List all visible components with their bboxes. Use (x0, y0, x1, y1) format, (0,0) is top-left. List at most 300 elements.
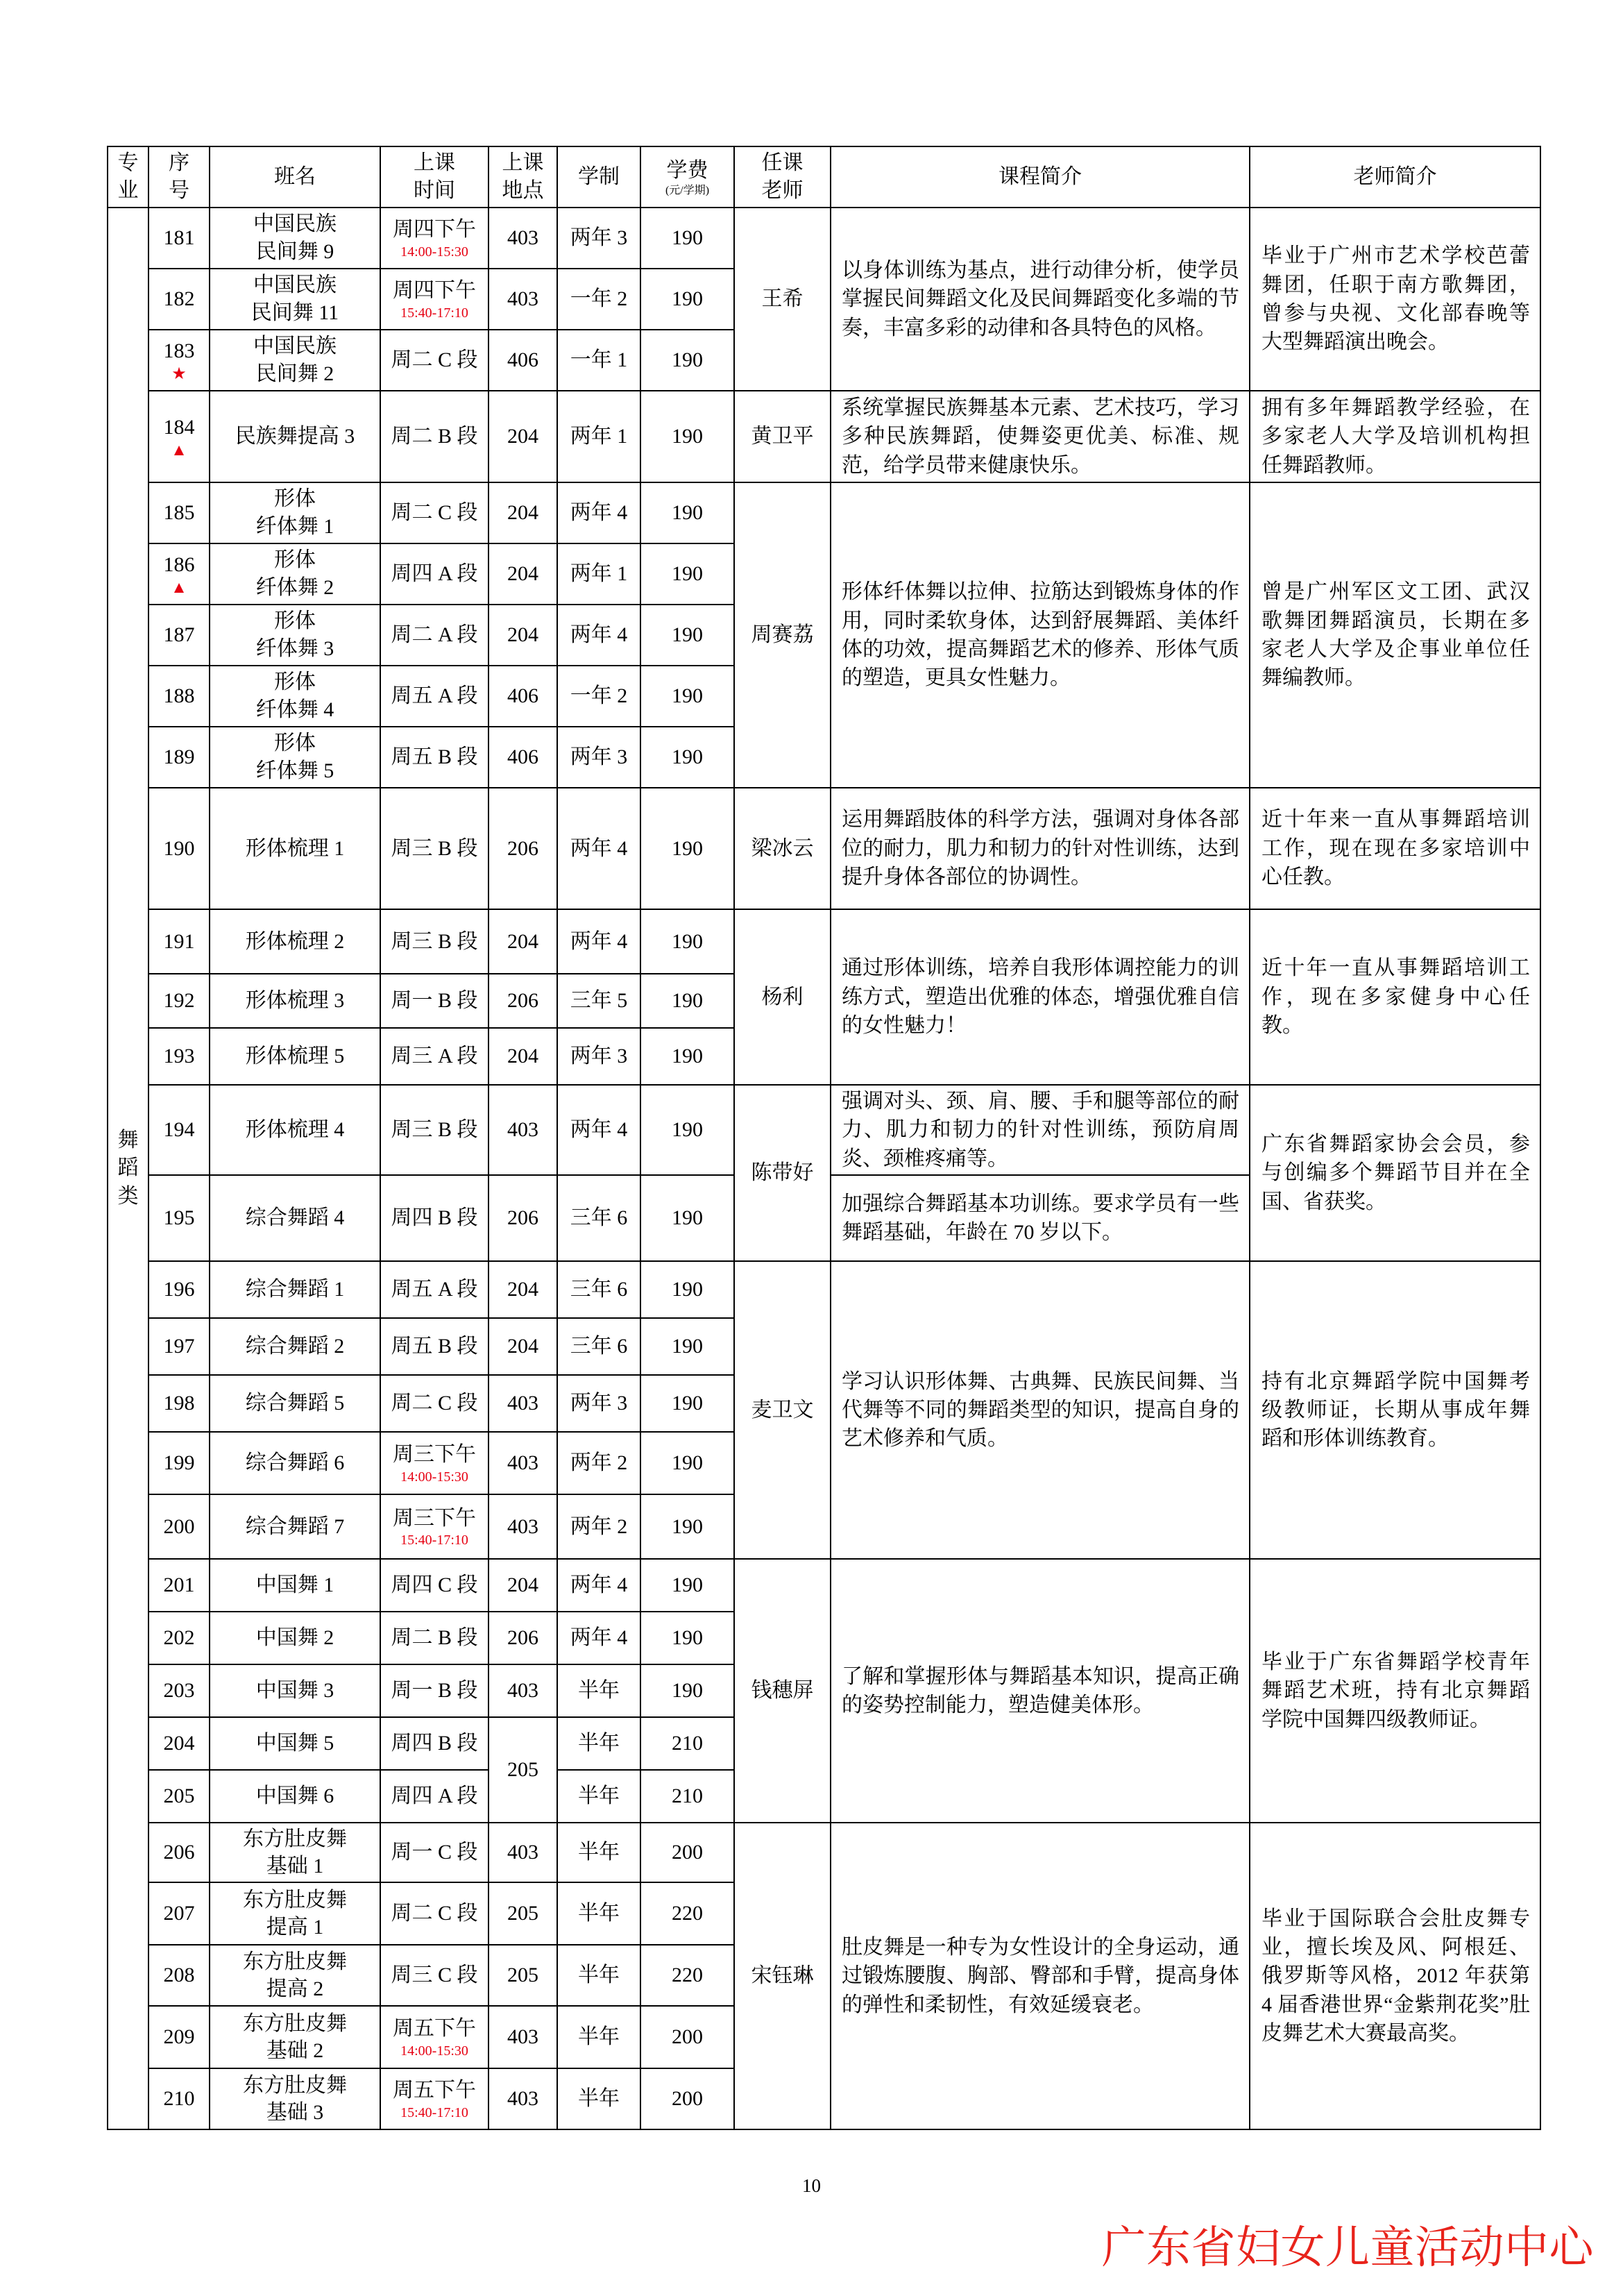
location: 204 (507, 425, 538, 448)
location-cell (488, 2068, 557, 2129)
location-cell (488, 1823, 557, 1882)
class-number: 196 (163, 1278, 195, 1301)
class-time: 周五 B 段 (391, 745, 478, 769)
fee-cell (640, 974, 734, 1028)
teacher-intro: 近十年来一直从事舞蹈培训工作，现在现在多家培训中心任教。 (1261, 808, 1530, 889)
class-name-line: 形体 (274, 487, 316, 511)
fee-cell (640, 1085, 734, 1175)
header-fee-label: 学费 (666, 158, 708, 182)
location-cell (488, 1559, 557, 1612)
class-time-cell (380, 1175, 488, 1261)
table-row (108, 482, 1540, 543)
duration-cell (557, 1085, 640, 1175)
duration-cell (557, 269, 640, 330)
class-name-cell (210, 1175, 380, 1261)
class-time: 周三下午 (393, 1443, 476, 1467)
course-intro-cell (831, 482, 1250, 788)
class-name-line: 提高 2 (266, 1977, 324, 2001)
fee: 190 (672, 1206, 703, 1230)
course-intro: 加强综合舞蹈基本功训练。要求学员有一些舞蹈基础，年龄在 70 岁以下。 (842, 1192, 1239, 1244)
fee: 190 (672, 1392, 703, 1415)
duration: 三年 6 (570, 1335, 628, 1358)
location-cell (488, 1945, 557, 2006)
teacher-intro-cell (1250, 788, 1540, 909)
fee-cell (640, 2006, 734, 2068)
location-cell (488, 1612, 557, 1664)
class-time-range: 15:40-17:10 (400, 2104, 468, 2120)
class-time-cell (380, 727, 488, 788)
location-cell (488, 666, 557, 727)
course-intro-cell (831, 1559, 1250, 1823)
class-number-cell (148, 1882, 210, 1945)
footer-organization-name: 广东省妇女儿童活动中心 (1101, 2222, 1594, 2274)
header-teacher-intro-label: 老师简介 (1353, 165, 1437, 189)
course-intro: 学习认识形体舞、古典舞、民族民间舞、当代舞等不同的舞蹈类型的知识，提高自身的艺术修养和气质。 (842, 1369, 1239, 1451)
class-time: 周五下午 (393, 2079, 476, 2102)
class-time: 周二 A 段 (391, 623, 478, 647)
class-number-cell (148, 1028, 210, 1085)
class-number: 186 (163, 553, 195, 576)
duration: 三年 6 (570, 1278, 628, 1301)
fee: 220 (672, 1964, 703, 1987)
location-cell (488, 909, 557, 974)
class-time-cell (380, 391, 488, 482)
class-name-cell (210, 1823, 380, 1882)
location: 403 (507, 287, 538, 311)
course-intro-cell (831, 1085, 1250, 1175)
class-time-range: 14:00-15:30 (400, 2043, 468, 2059)
class-time-cell (380, 208, 488, 269)
duration-cell (557, 1028, 640, 1085)
class-time-cell (380, 1664, 488, 1717)
class-time-cell (380, 543, 488, 605)
class-name-cell (210, 1559, 380, 1612)
class-name-cell (210, 543, 380, 605)
location-cell (488, 1432, 557, 1494)
fee: 190 (672, 1278, 703, 1301)
location-cell (488, 1882, 557, 1945)
class-name-cell (210, 1085, 380, 1175)
teacher-intro: 毕业于广东省舞蹈学校青年舞蹈艺术班，持有北京舞蹈学院中国舞四级教师证。 (1261, 1651, 1530, 1731)
page-number: 10 (802, 2175, 821, 2196)
class-name-line: 形体 (274, 670, 316, 694)
fee: 190 (672, 348, 703, 372)
teacher-intro: 持有北京舞蹈学院中国舞考级教师证，长期从事成年舞蹈和形体训练教育。 (1261, 1369, 1530, 1451)
class-name-cell (210, 1028, 380, 1085)
class-time: 周二 C 段 (391, 1902, 478, 1925)
duration: 半年 (578, 1841, 620, 1864)
duration: 两年 1 (570, 425, 628, 448)
class-number-cell (148, 269, 210, 330)
teacher-intro: 毕业于广州市艺术学校芭蕾舞团，任职于南方歌舞团，曾参与央视、文化部春晚等大型舞蹈演出晚会。 (1261, 244, 1530, 354)
class-name-line: 纤体舞 2 (255, 576, 334, 599)
course-intro-cell (831, 208, 1250, 391)
location-cell (488, 1175, 557, 1261)
header-time (380, 146, 488, 208)
header-course-intro (831, 146, 1250, 208)
header-class-name-label: 班名 (274, 165, 316, 189)
class-number: 206 (163, 1841, 195, 1864)
class-number-cell (148, 666, 210, 727)
location-cell (488, 2006, 557, 2068)
class-number-cell (148, 391, 210, 482)
class-name-cell (210, 2068, 380, 2129)
duration-cell (557, 1432, 640, 1494)
class-time-cell (380, 1559, 488, 1612)
duration: 半年 (578, 1784, 620, 1808)
class-number-cell (148, 1559, 210, 1612)
class-time: 周三 C 段 (391, 1964, 478, 1987)
location: 403 (507, 1841, 538, 1864)
class-name-cell (210, 391, 380, 482)
class-number-cell (148, 1494, 210, 1559)
class-name-line: 形体 (274, 732, 316, 755)
class-number: 199 (163, 1451, 195, 1475)
class-time-range: 15:40-17:10 (400, 1533, 468, 1548)
course-intro-cell (831, 909, 1250, 1085)
class-name-line: 纤体舞 3 (255, 637, 334, 660)
class-time: 周三 B 段 (391, 929, 478, 953)
fee-cell (640, 666, 734, 727)
class-name-cell (210, 666, 380, 727)
fee-cell (640, 330, 734, 391)
header-location (488, 146, 557, 208)
duration: 半年 (578, 1732, 620, 1755)
fee: 190 (672, 1451, 703, 1475)
class-number: 182 (163, 287, 195, 311)
class-name-line: 形体 (274, 548, 316, 572)
class-time: 周四 C 段 (391, 1573, 478, 1597)
location-cell (488, 727, 557, 788)
class-name-line: 综合舞蹈 1 (245, 1278, 345, 1301)
fee-cell (640, 1559, 734, 1612)
fee-cell (640, 1882, 734, 1945)
class-name-line: 综合舞蹈 5 (245, 1392, 345, 1415)
location-cell (488, 1085, 557, 1175)
class-time-cell (380, 1823, 488, 1882)
class-name-cell (210, 1261, 380, 1318)
fee-cell (640, 1494, 734, 1559)
teacher-intro: 毕业于国际联合会肚皮舞专业，擅长埃及风、阿根廷、俄罗斯等风格，2012 年获第 4 届香港世界“金紫荆花奖”肚皮舞艺术大赛最高奖。 (1261, 1907, 1530, 2045)
class-time: 周四 A 段 (391, 562, 478, 586)
class-time-cell (380, 2068, 488, 2129)
duration-cell (557, 605, 640, 666)
class-time: 周二 B 段 (391, 425, 478, 448)
class-name-line: 中国民族 (253, 273, 337, 297)
triangle-icon: ▲ (171, 578, 187, 597)
class-time-cell (380, 1945, 488, 2006)
duration-cell (557, 208, 640, 269)
duration: 两年 4 (570, 1573, 628, 1597)
class-number: 192 (163, 989, 195, 1013)
duration-cell (557, 2068, 640, 2129)
fee: 190 (672, 1679, 703, 1703)
class-number: 188 (163, 684, 195, 708)
fee-cell (640, 1717, 734, 1770)
class-number: 193 (163, 1045, 195, 1068)
header-course-intro-label: 课程简介 (999, 165, 1082, 189)
class-number-cell (148, 727, 210, 788)
fee-cell (640, 1945, 734, 2006)
table-row (108, 1085, 1540, 1175)
category-label: 舞蹈类 (117, 1128, 139, 1208)
duration: 两年 3 (570, 1045, 628, 1068)
duration: 一年 1 (570, 348, 628, 372)
duration: 两年 3 (570, 226, 628, 250)
class-name-line: 中国舞 3 (255, 1679, 334, 1703)
duration-cell (557, 1945, 640, 2006)
duration-cell (557, 666, 640, 727)
location-cell (488, 1375, 557, 1432)
fee: 190 (672, 1573, 703, 1597)
class-name-line: 基础 1 (266, 1855, 324, 1878)
table-row (108, 1823, 1540, 1882)
teacher-name: 宋钰琳 (751, 1964, 814, 1988)
class-time: 周五下午 (393, 2017, 476, 2041)
class-number: 209 (163, 2025, 195, 2049)
class-time-cell (380, 1318, 488, 1375)
fee-cell (640, 605, 734, 666)
teacher-name: 杨利 (761, 985, 804, 1008)
class-number: 190 (163, 836, 195, 860)
fee: 190 (672, 623, 703, 647)
class-number-cell (148, 909, 210, 974)
class-number: 201 (163, 1573, 195, 1597)
duration: 半年 (578, 2087, 620, 2111)
class-number: 205 (163, 1784, 195, 1808)
class-number-cell (148, 1945, 210, 2006)
class-number-cell (148, 788, 210, 909)
class-name-line: 形体梳理 2 (245, 929, 345, 953)
header-class-name (210, 146, 380, 208)
fee: 200 (672, 2025, 703, 2049)
duration: 一年 2 (570, 684, 628, 708)
location-cell (488, 482, 557, 543)
fee-cell (640, 1028, 734, 1085)
location: 204 (507, 562, 538, 586)
fee-cell (640, 1175, 734, 1261)
class-number: 197 (163, 1335, 195, 1358)
location: 204 (507, 929, 538, 953)
class-time-range: 15:40-17:10 (400, 305, 468, 321)
course-schedule-table (107, 146, 1541, 2130)
class-number-cell (148, 605, 210, 666)
course-intro-cell (831, 1175, 1250, 1261)
fee-cell (640, 1823, 734, 1882)
category-cell (108, 208, 148, 2129)
fee-cell (640, 2068, 734, 2129)
class-time: 周二 C 段 (391, 501, 478, 525)
class-number-cell (148, 1175, 210, 1261)
class-name-line: 东方肚皮舞 (243, 1950, 347, 1973)
class-name-line: 纤体舞 4 (255, 698, 334, 721)
duration: 两年 1 (570, 562, 628, 586)
class-name-line: 综合舞蹈 6 (245, 1451, 345, 1475)
header-teacher-intro (1250, 146, 1540, 208)
class-number-cell (148, 1717, 210, 1770)
fee-cell (640, 543, 734, 605)
location: 205 (507, 1902, 538, 1925)
fee: 220 (672, 1902, 703, 1925)
duration: 两年 4 (570, 836, 628, 860)
fee-cell (640, 1375, 734, 1432)
fee: 190 (672, 562, 703, 586)
location: 206 (507, 836, 538, 860)
fee: 190 (672, 684, 703, 708)
class-name-line: 纤体舞 5 (255, 759, 334, 782)
class-time: 周二 C 段 (391, 348, 478, 372)
fee-cell (640, 208, 734, 269)
fee-cell (640, 909, 734, 974)
location: 403 (507, 1118, 538, 1142)
header-number (148, 146, 210, 208)
header-duration-label: 学制 (578, 165, 620, 189)
fee: 200 (672, 1841, 703, 1864)
teacher-intro-cell (1250, 1823, 1540, 2129)
fee-cell (640, 1664, 734, 1717)
class-time: 周四下午 (393, 218, 476, 242)
class-number: 210 (163, 2087, 195, 2111)
teacher-intro-cell (1250, 391, 1540, 482)
location-cell (488, 269, 557, 330)
class-name-cell (210, 330, 380, 391)
duration-cell (557, 2006, 640, 2068)
class-time: 周五 A 段 (391, 1278, 478, 1301)
header-number-label: 序号 (169, 151, 189, 202)
duration-cell (557, 1717, 640, 1770)
course-intro: 系统掌握民族舞基本元素、艺术技巧，学习多种民族舞蹈，使舞姿更优美、标准、规范，给学员带来健康快乐。 (842, 396, 1239, 477)
class-time: 周三下午 (393, 1506, 476, 1530)
class-name-cell (210, 482, 380, 543)
table-row (108, 1559, 1540, 1612)
duration-cell (557, 1261, 640, 1318)
class-name-line: 中国舞 2 (255, 1626, 334, 1650)
fee: 190 (672, 425, 703, 448)
duration: 半年 (578, 1964, 620, 1987)
class-name-line: 中国民族 (253, 335, 337, 358)
class-name-line: 综合舞蹈 4 (245, 1206, 345, 1230)
class-time: 周四 B 段 (391, 1206, 478, 1230)
fee: 190 (672, 1514, 703, 1538)
class-name-cell (210, 1318, 380, 1375)
class-time-cell (380, 269, 488, 330)
teacher-intro-cell (1250, 482, 1540, 788)
class-name-line: 中国舞 5 (255, 1732, 334, 1755)
course-intro: 了解和掌握形体与舞蹈基本知识，提高正确的姿势控制能力，塑造健美体形。 (842, 1664, 1239, 1717)
duration-cell (557, 482, 640, 543)
teacher-name: 梁冰云 (751, 836, 814, 860)
table-body (108, 208, 1540, 2129)
duration: 两年 2 (570, 1451, 628, 1475)
fee: 190 (672, 929, 703, 953)
fee: 190 (672, 1626, 703, 1650)
teacher-name: 周赛荔 (751, 623, 814, 647)
class-name-line: 民间舞 9 (255, 240, 334, 263)
class-number: 207 (163, 1902, 195, 1925)
class-time-cell (380, 1085, 488, 1175)
header-major (108, 146, 148, 208)
class-name-line: 东方肚皮舞 (243, 2011, 347, 2035)
class-time-cell (380, 1612, 488, 1664)
class-name-line: 中国民族 (253, 212, 337, 236)
location: 406 (507, 745, 538, 769)
duration: 两年 3 (570, 745, 628, 769)
class-time-cell (380, 1717, 488, 1770)
class-name-cell (210, 1770, 380, 1823)
class-number: 194 (163, 1118, 195, 1142)
class-number: 191 (163, 929, 195, 953)
table-header-row (108, 146, 1540, 208)
class-time: 周四下午 (393, 279, 476, 303)
location: 204 (507, 1335, 538, 1358)
teacher-name-cell (734, 1559, 831, 1823)
class-number: 184 (163, 416, 195, 439)
class-time-cell (380, 909, 488, 974)
class-number-cell (148, 208, 210, 269)
teacher-name-cell (734, 391, 831, 482)
class-time-range: 14:00-15:30 (400, 1469, 468, 1485)
class-time-cell (380, 974, 488, 1028)
class-time: 周五 A 段 (391, 684, 478, 708)
duration: 两年 4 (570, 1118, 628, 1142)
duration-cell (557, 330, 640, 391)
class-number: 198 (163, 1392, 195, 1415)
class-time: 周一 B 段 (391, 989, 478, 1013)
class-number: 204 (163, 1732, 195, 1755)
class-number-cell (148, 543, 210, 605)
teacher-intro: 近十年一直从事舞蹈培训工作，现在多家健身中心任教。 (1261, 956, 1530, 1038)
class-time-cell (380, 482, 488, 543)
table-row (108, 208, 1540, 269)
class-number-cell (148, 1085, 210, 1175)
header-time-label: 上课时间 (414, 151, 455, 202)
location-cell (488, 605, 557, 666)
fee: 190 (672, 226, 703, 250)
duration: 两年 4 (570, 929, 628, 953)
teacher-name: 黄卫平 (751, 425, 814, 448)
teacher-name-cell (734, 482, 831, 788)
class-name-cell (210, 727, 380, 788)
header-teacher-label: 任课老师 (761, 151, 804, 202)
class-time-cell (380, 788, 488, 909)
class-time: 周三 B 段 (391, 836, 478, 860)
fee: 200 (672, 2087, 703, 2111)
duration-cell (557, 1612, 640, 1664)
table-row (108, 391, 1540, 482)
class-time-cell (380, 1432, 488, 1494)
location-cell (488, 330, 557, 391)
class-number-cell (148, 1261, 210, 1318)
duration: 三年 5 (570, 989, 628, 1013)
teacher-intro-cell (1250, 909, 1540, 1085)
class-name-line: 形体梳理 4 (245, 1118, 345, 1142)
location-cell (488, 1664, 557, 1717)
star-icon: ★ (171, 364, 187, 383)
class-number-cell (148, 1612, 210, 1664)
duration-cell (557, 1318, 640, 1375)
class-name-line: 形体梳理 1 (245, 836, 345, 860)
teacher-intro-cell (1250, 208, 1540, 391)
class-number-cell (148, 1664, 210, 1717)
duration: 一年 2 (570, 287, 628, 311)
teacher-name-cell (734, 1085, 831, 1261)
fee-cell (640, 269, 734, 330)
class-time-cell (380, 330, 488, 391)
class-number-cell (148, 2006, 210, 2068)
course-intro-cell (831, 1261, 1250, 1559)
class-name-cell (210, 1717, 380, 1770)
duration-cell (557, 1375, 640, 1432)
